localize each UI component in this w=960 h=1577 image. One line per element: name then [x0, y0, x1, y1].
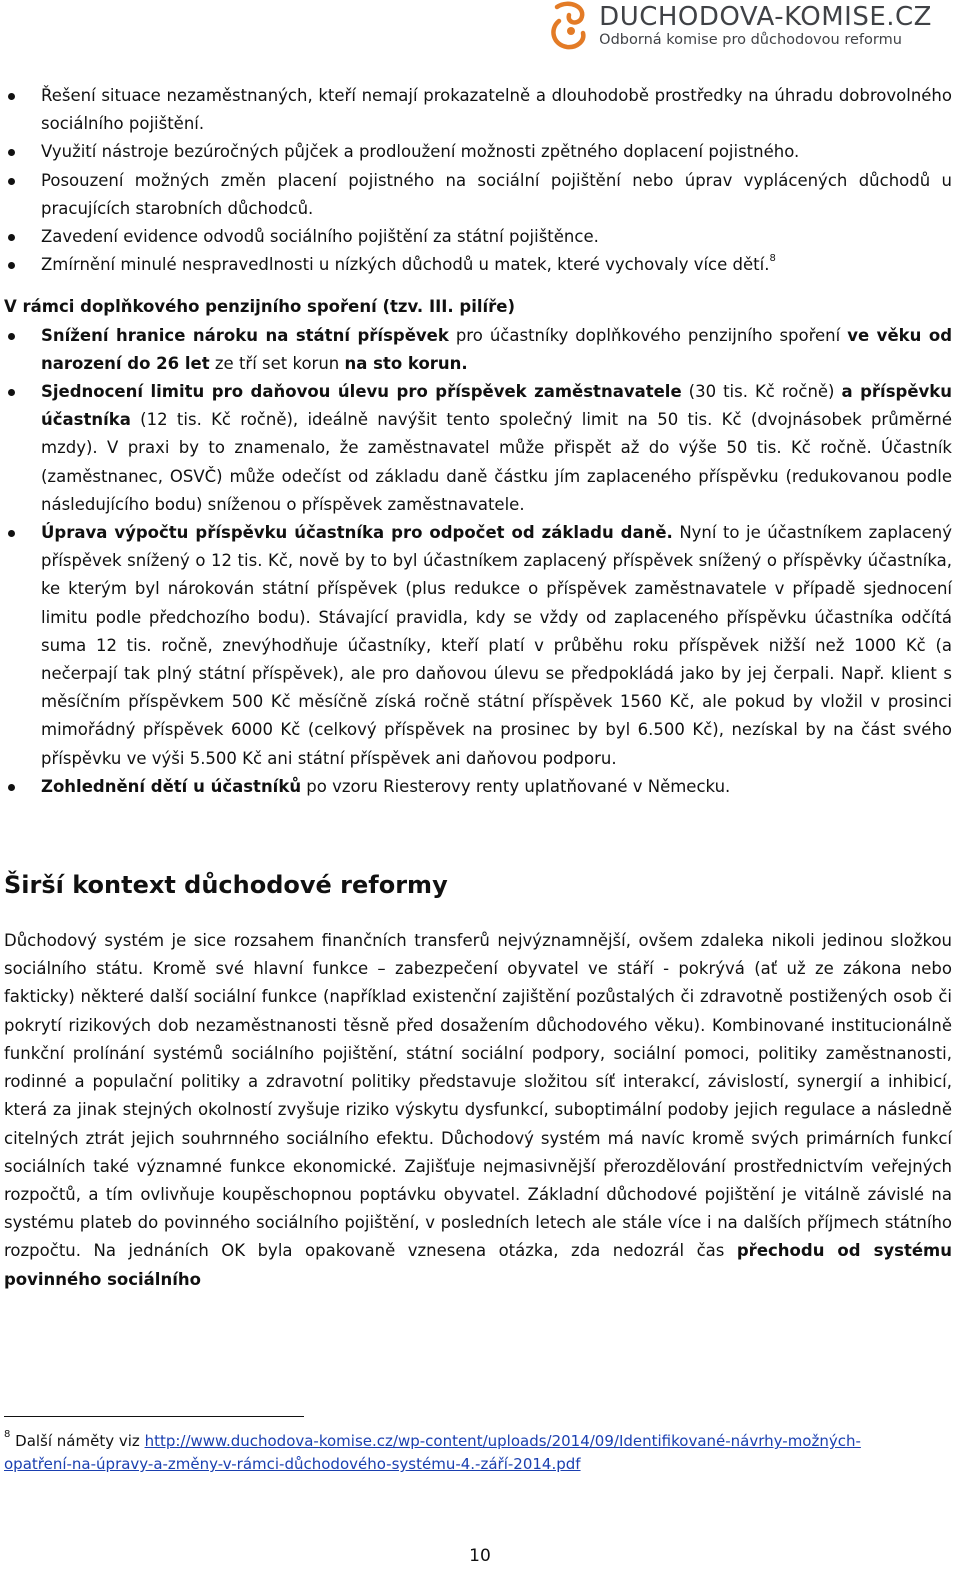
list-item: Úprava výpočtu příspěvku účastníka pro odpočet od základu daně. Nyní to je účastníkem zaplacený příspěvek snížený o 12 tis. Kč, nově by to byl účastníkem zaplacený příspěvek snížený o příspěvky účastníka, ke kterým byl nárokován státní příspěvek (plus redukce o příspěvek zaměstnavatele v případě sjednocení limitu podle předchozího bodu). Stávající pravidla, kdy se vždy od zaplaceného příspěvku účastníka odčítá suma 12 tis. ročně, znevýhodňuje účastníky, kteří platí v průběhu roku příspěvek nižší než 1000 Kč (a nečerpají tak plný státní příspěvek), ale pro daňovou úlevu se předpokládá jako by jej čerpali. Např. klient s měsíčním příspěvkem 500 Kč měsíčně získá ročně státní příspěvek 1560 Kč, ale pokud by vložil v prosinci mimořádný příspěvek 6000 Kč (celkový příspěvek na prosinec by byl 6.500 Kč), nezískal by na část svého příspěvku ve výši 5.500 Kč ani státní příspěvek ani daňovou podporu. — [4, 519, 952, 773]
section-heading: Širší kontext důchodové reformy — [4, 871, 448, 900]
footnote: $^8$ Další náměty viz http://www.duchodova-komise.cz/wp-content/uploads/2014/09/Identifikované-návrhy-možných- opatření-na-úpravy-a-změny-v-rámci-důchodového-systému-4.-září-2014.pdf — [4, 1429, 861, 1473]
list-item: Řešení situace nezaměstnaných, kteří nemají prokazatelně a dlouhodobě prostředky na úhradu dobrovolného sociálního pojištění. — [4, 82, 952, 138]
logo-emblem-icon — [547, 1, 591, 51]
logo-title: DUCHODOVA-KOMISE.CZ — [599, 2, 932, 32]
footnote-number: 8 — [4, 1429, 11, 1440]
site-logo — [547, 0, 932, 52]
footnote-link[interactable]: http://www.duchodova-komise.cz/wp-content/uploads/2014/09/Identifikované-návrhy-možných- opatření-na-úpravy-a-změny-v-rámci-důchodového-systému-4.-září-2014.pdf — [4, 1432, 861, 1473]
bullet-list-general — [4, 82, 952, 279]
section-label: V rámci doplňkového penzijního spoření (tzv. III. pilíře) — [4, 297, 516, 317]
list-item: Zohlednění dětí u účastníků po vzoru Riesterovy renty uplatňované v Německu. — [4, 773, 952, 801]
body-paragraph: Důchodový systém je sice rozsahem finančních transferů nejvýznamnější, ovšem zdaleka nikoli jedinou složkou sociálního státu. Kromě své hlavní funkce – zabezpečení obyvatel ve stáří - pokrývá (ať už ze zákona nebo fakticky) některé další sociální funkce (například existenční zajištění pozůstalých či zdravotně postižených osob či pokrytí rizikových dob nezaměstnanosti těsně před dosažením důchodového věku). Kombinované institucionálně funkční prolínání systémů sociálního pojištění, státní sociální podpory, sociální pomoci, politiky zaměstnanosti, rodinné a populační politiky a zdravotní politiky představuje složitou síť interakcí, závislostí, synergií a inhibicí, která za jinak stejných okolností zvyšuje riziko výskytu dysfunkcí, suboptimální podoby jejich regulace a následně citelných ztrát jejich souhrnného sociálního efektu. Důchodový systém má navíc kromě svých primárních funkcí sociálních také významné funkce ekonomické. Zajišťuje nejmasivnější přerozdělování prostřednictvím veřejných rozpočtů, a tím ovlivňuje koupěschopnou poptávku obyvatel. Základní důchodové pojištění je vitálně závislé na systému plateb do povinného sociálního pojištění, v posledních letech ale stále více i na dalších příjmech státního rozpočtu. Na jednáních OK byla opakovaně vznesena otázka, zda nedozrál čas přechodu od systému povinného sociálního — [4, 931, 952, 1289]
list-item: Využití nástroje bezúročných půjček a prodloužení možnosti zpětného doplacení pojistného. — [4, 138, 952, 166]
list-item: Sjednocení limitu pro daňovou úlevu pro příspěvek zaměstnavatele (30 tis. Kč ročně) a příspěvku účastníka (12 tis. Kč ročně), ideálně navýšit tento společný limit na 50 tis. Kč (dvojnásobek průměrné mzdy). V praxi by to znamenalo, že zaměstnavatel může přispět až do výše 50 tis. Kč ročně. Účastník (zaměstnanec, OSVČ) může odečíst od základu daně částku jím zaplaceného příspěvku (redukovanou podle následujícího bodu) sníženou o příspěvek zaměstnavatele. — [4, 378, 952, 519]
footnote-divider — [4, 1416, 304, 1417]
logo-subtitle: Odborná komise pro důchodovou reformu — [599, 32, 902, 48]
footnote-ref[interactable]: 8 — [769, 253, 776, 265]
bullet-list-pillar3 — [4, 322, 952, 801]
list-item — [4, 251, 952, 279]
list-item: Snížení hranice nároku na státní příspěvek pro účastníky doplňkového penzijního spoření ve věku od narození do 26 let ze tří set korun na sto korun. — [4, 322, 952, 378]
page-content — [4, 82, 952, 1294]
list-item: Zavedení evidence odvodů sociálního pojištění za státní pojištěnce. — [4, 223, 952, 251]
list-item: Posouzení možných změn placení pojistného na sociální pojištění nebo úprav vyplácených důchodů u pracujících starobních důchodců. — [4, 167, 952, 223]
list-item-text: Zmírnění minulé nespravedlnosti u nízkých důchodů u matek, které vychovaly více dětí. — [41, 255, 770, 275]
page-number: 10 — [469, 1546, 491, 1566]
